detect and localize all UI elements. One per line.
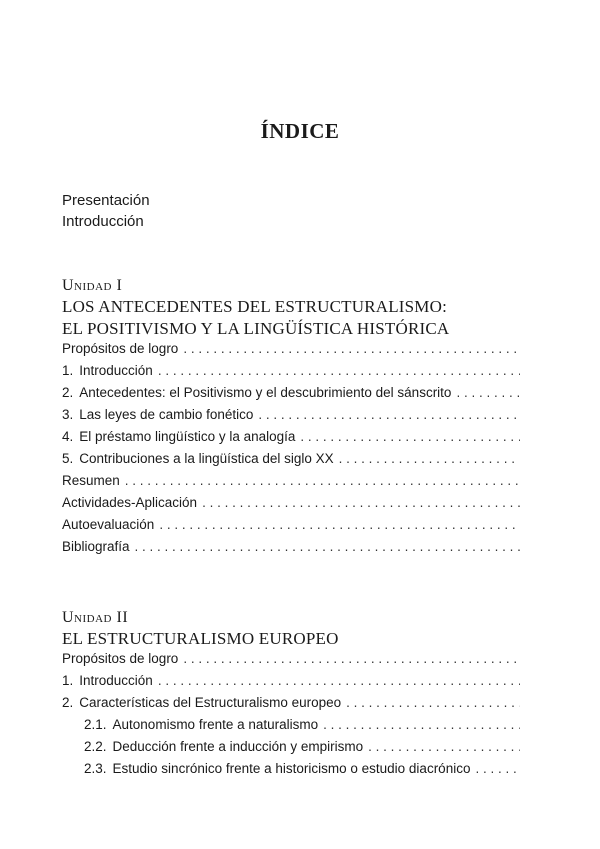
dot-leader xyxy=(346,695,520,710)
toc-entry-number: 5. xyxy=(62,451,74,466)
toc-list xyxy=(62,651,520,783)
toc-entry-number: 2. xyxy=(62,385,74,400)
toc-entry-text: Deducción frente a inducción y empirismo xyxy=(112,739,364,754)
dot-leader xyxy=(339,451,520,466)
dot-leader xyxy=(323,717,520,732)
toc-entry-text: Introducción xyxy=(79,363,153,378)
toc-list xyxy=(62,341,520,561)
unit-label: Unidad I xyxy=(62,277,123,294)
front-matter xyxy=(62,190,150,232)
toc-entry-number: 1. xyxy=(62,363,74,378)
dot-leader xyxy=(183,341,520,356)
toc-entry-text: Propósitos de logro xyxy=(62,341,179,356)
dot-leader xyxy=(202,495,520,510)
dot-leader xyxy=(159,517,520,532)
toc-entry-text: Antecedentes: el Positivismo y el descubrimiento del sánscrito xyxy=(79,385,452,400)
dot-leader xyxy=(158,673,520,688)
toc-entry xyxy=(62,761,520,783)
front-matter-item: Presentación xyxy=(62,192,150,209)
dot-leader xyxy=(135,539,520,554)
toc-entry-number: 2.2. xyxy=(84,739,107,754)
toc-entry-number: 1. xyxy=(62,673,74,688)
toc-entry xyxy=(62,673,520,695)
dot-leader xyxy=(456,385,520,400)
toc-entry-text: Las leyes de cambio fonético xyxy=(79,407,254,422)
toc-entry-text: Propósitos de logro xyxy=(62,651,179,666)
dot-leader xyxy=(158,363,520,378)
unit-title-line: LOS ANTECEDENTES DEL ESTRUCTURALISMO: xyxy=(62,297,448,316)
toc-entry xyxy=(62,517,520,539)
toc-entry-text: Contribuciones a la lingüística del siglo XX xyxy=(79,451,334,466)
toc-entry-text: Introducción xyxy=(79,673,153,688)
dot-leader xyxy=(300,429,520,444)
toc-entry-text: Bibliografía xyxy=(62,539,130,554)
dot-leader xyxy=(368,739,520,754)
unit-label: Unidad II xyxy=(62,609,129,626)
toc-entry-text: Autoevaluación xyxy=(62,517,155,532)
toc-entry-text: Autonomismo frente a naturalismo xyxy=(112,717,319,732)
unit-section xyxy=(62,276,520,561)
toc-entry xyxy=(62,495,520,517)
unit-title-line: EL ESTRUCTURALISMO EUROPEO xyxy=(62,629,339,648)
toc-entry xyxy=(62,739,520,761)
dot-leader xyxy=(258,407,520,422)
toc-entry xyxy=(62,473,520,495)
toc-entry xyxy=(62,407,520,429)
dot-leader xyxy=(125,473,520,488)
toc-entry xyxy=(62,651,520,673)
front-matter-item: Introducción xyxy=(62,213,144,230)
toc-entry xyxy=(62,451,520,473)
toc-entry xyxy=(62,539,520,561)
toc-entry-number: 2.1. xyxy=(84,717,107,732)
toc-entry-number: 2. xyxy=(62,695,74,710)
toc-entry xyxy=(62,695,520,717)
toc-entry xyxy=(62,363,520,385)
toc-entry xyxy=(62,717,520,739)
toc-entry-text: Estudio sincrónico frente a historicismo o estudio diacrónico xyxy=(112,761,471,776)
unit-section xyxy=(62,608,520,783)
dot-leader xyxy=(183,651,520,666)
dot-leader xyxy=(475,761,520,776)
toc-entry xyxy=(62,341,520,363)
toc-entry xyxy=(62,385,520,407)
toc-entry-number: 2.3. xyxy=(84,761,107,776)
unit-title-line: EL POSITIVISMO Y LA LINGÜÍSTICA HISTÓRICA xyxy=(62,319,450,338)
toc-entry-text: Resumen xyxy=(62,473,120,488)
toc-entry-text: Actividades-Aplicación xyxy=(62,495,198,510)
toc-entry-number: 4. xyxy=(62,429,74,444)
toc-entry-number: 3. xyxy=(62,407,74,422)
toc-entry xyxy=(62,429,520,451)
toc-entry-text: El préstamo lingüístico y la analogía xyxy=(79,429,296,444)
toc-entry-text: Características del Estructuralismo europeo xyxy=(79,695,342,710)
page-title: ÍNDICE xyxy=(260,119,340,143)
